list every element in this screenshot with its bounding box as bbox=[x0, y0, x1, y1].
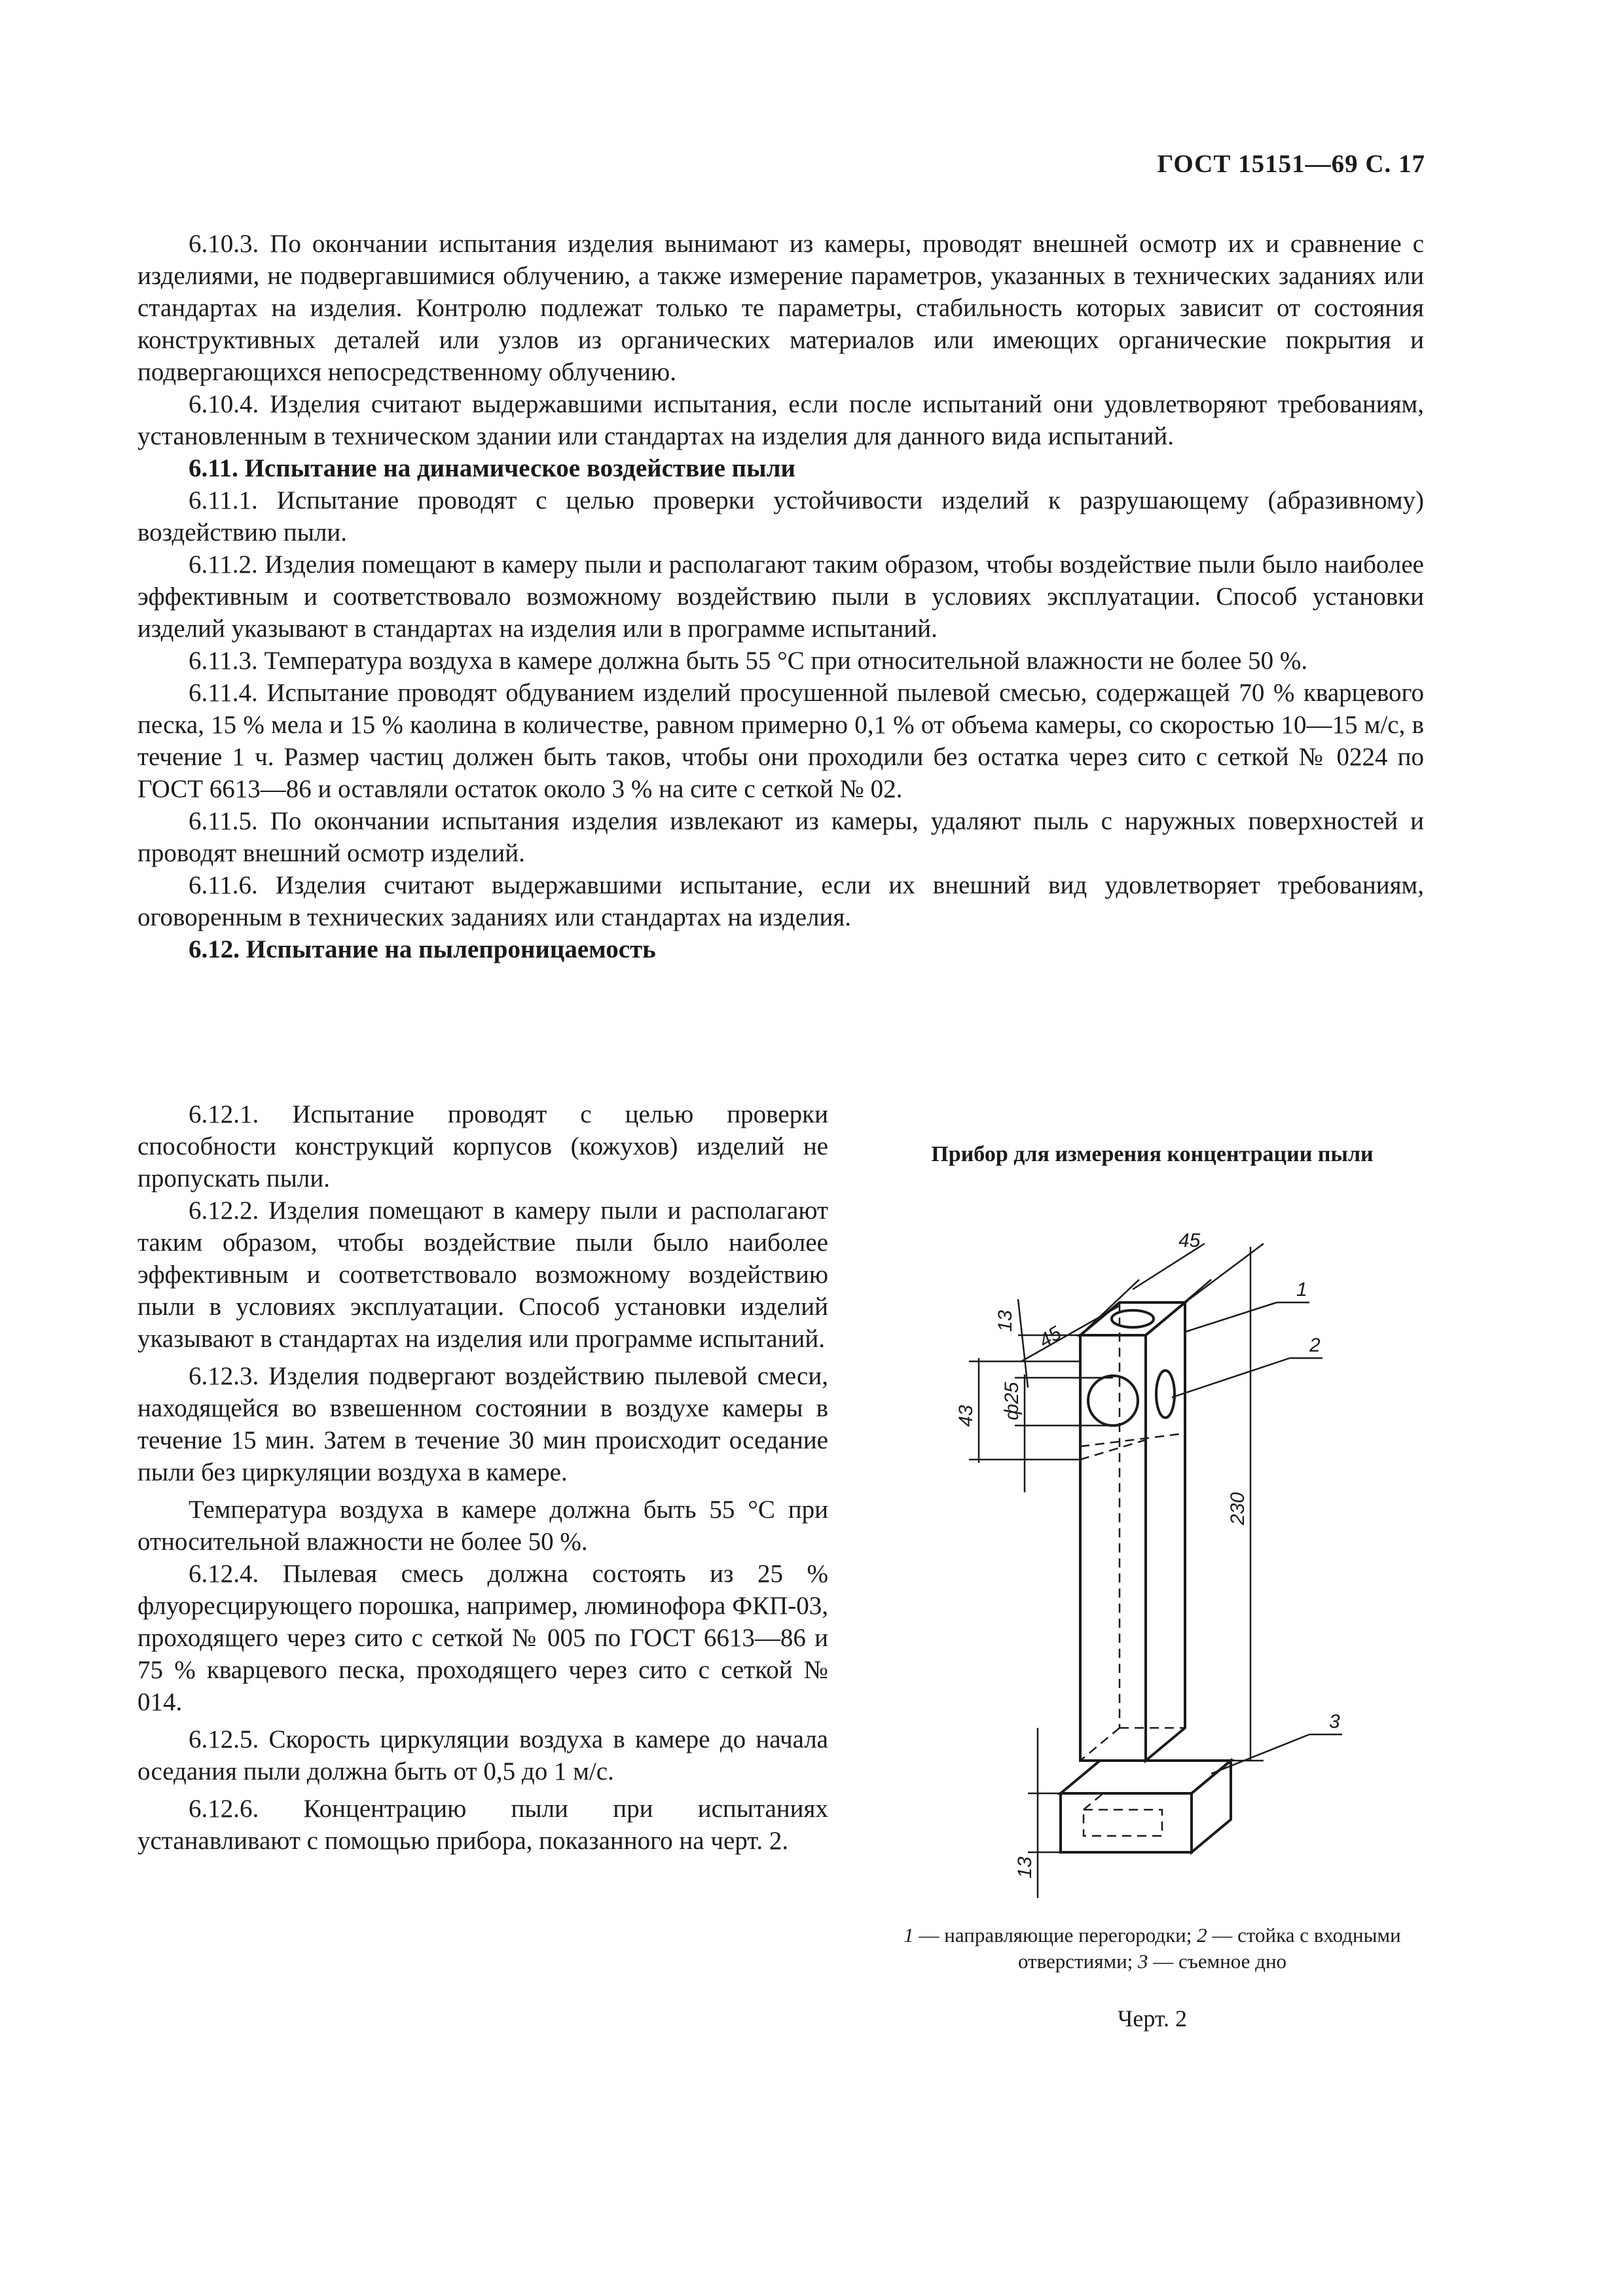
paragraph-6-11-3: 6.11.3. Температура воздуха в камере должна быть 55 °С при относительной влажности не более 50 %. bbox=[189, 647, 1308, 675]
dim-hole-zone: 43 bbox=[955, 1405, 977, 1427]
base-top-face bbox=[1061, 1761, 1231, 1793]
paragraph-6-11-4: 6.11.4. Испытание проводят обдуванием изделий просушенной пылевой смесью, содержащей 70 % кварцевого песка, 15 % мела и 15 % каолина в количестве, равном примерно 0,1 % от объема камеры, со скоростью 10—15 м/с, в течение 1 ч. Размер частиц должен быть таков, чтобы они проходили без остатка через сито с сеткой № 0224 по ГОСТ 6613—86 и оставляли остаток около 3 % на сите с сеткой № 02. bbox=[137, 679, 1424, 803]
figure-title: Прибор для измерения концентрации пыли bbox=[931, 1142, 1374, 1166]
caption-text-3: — съемное дно bbox=[1148, 1950, 1287, 1973]
paragraph-6-11-2: 6.11.2. Изделия помещают в камеру пыли и располагают таким образом, чтобы воздействие пыли было наиболее эффективным и соответствовало возможному воздействию пыли в условиях эксплуатации. Способ установки изделий указывают в стандартах на изделия или в программе испытаний. bbox=[137, 550, 1424, 643]
paragraph-temperature: Температура воздуха в камере должна быть 55 °С при относительной влажности не более 50 %. bbox=[137, 1496, 828, 1556]
front-hole bbox=[1088, 1376, 1138, 1426]
caption-text-2: — стойка с входными отверстиями; bbox=[1017, 1924, 1401, 1973]
paragraph-6-12-5: 6.12.5. Скорость циркуляции воздуха в камере до начала оседания пыли должна быть от 0,5 до 1 м/с. bbox=[137, 1725, 828, 1785]
paragraph-6-12-1: 6.12.1. Испытание проводят с целью проверки способности конструкций корпусов (кожухов) изделий не пропускать пыли. bbox=[137, 1100, 828, 1193]
dim-top-offset: 13 bbox=[994, 1310, 1016, 1332]
left-column-text bbox=[137, 1098, 828, 1857]
caption-number-3: 3 bbox=[1138, 1950, 1148, 1973]
paragraph-6-11-1: 6.11.1. Испытание проводят с целью проверки устойчивости изделий к разрушающему (абразивному) воздействию пыли. bbox=[137, 486, 1424, 547]
section-heading-6-12: 6.12. Испытание на пылепроницаемость bbox=[189, 935, 656, 963]
top-hole bbox=[1112, 1310, 1154, 1327]
caption-number-1: 1 bbox=[903, 1924, 914, 1946]
paragraph-6-10-4: 6.10.4. Изделия считают выдержавшими испытания, если после испытаний они удовлетворяют требованиям, установленным в техническом здании или стандартах на изделия для данного вида испытаний. bbox=[137, 390, 1424, 450]
paragraph-6-10-3: 6.10.3. По окончании испытания изделия вынимают из камеры, проводят внешней осмотр их и сравнение с изделиями, не подвергавшимися облучению, а также измерение параметров, указанных в технических заданиях или стандартах на изделия. Контролю подлежат только те параметры, стабильность которых зависит от состояния конструктивных деталей или узлов из органических материалов или имеющих органические покрытия и подвергающихся непосредственному облучению. bbox=[137, 230, 1424, 386]
callout-1: 1 bbox=[1296, 1279, 1307, 1300]
paragraph-6-12-3: 6.12.3. Изделия подвергают воздействию пылевой смеси, находящейся во взвешенном состоянии в воздухе камеры в течение 15 мин. Затем в течение 30 мин происходит оседание пыли без циркуляции воздуха в камере. bbox=[137, 1362, 828, 1486]
side-hole bbox=[1156, 1371, 1175, 1418]
paragraph-6-11-6: 6.11.6. Изделия считают выдержавшими испытание, если их внешний вид удовлетворяет требованиям, оговоренным в технических заданиях или стандартах на изделия. bbox=[137, 871, 1424, 931]
section-heading-6-11: 6.11. Испытание на динамическое воздействие пыли bbox=[189, 454, 795, 482]
paragraph-6-11-5: 6.11.5. По окончании испытания изделия извлекают из камеры, удаляют пыль с наружных поверхностей и проводят внешний осмотр изделий. bbox=[137, 807, 1424, 867]
paragraph-6-12-2: 6.12.2. Изделия помещают в камеру пыли и располагают таким образом, чтобы воздействие пыли было наиболее эффективным и соответствовало возможному воздействию пыли в условиях эксплуатации. Способ установки изделий указывают в стандартах на изделия или программе испытаний. bbox=[137, 1196, 828, 1353]
dust-meter-drawing bbox=[858, 1217, 1447, 1905]
base-side-face bbox=[1192, 1761, 1231, 1852]
caption-text-1: — направляющие перегородки; bbox=[913, 1924, 1197, 1946]
page-header: ГОСТ 15151—69 С. 17 bbox=[1157, 150, 1425, 178]
callout-2: 2 bbox=[1309, 1335, 1321, 1356]
caption-number-2: 2 bbox=[1197, 1924, 1207, 1946]
paragraph-6-12-6: 6.12.6. Концентрацию пыли при испытаниях устанавливают с помощью прибора, показанного на черт. 2. bbox=[137, 1795, 828, 1855]
column-front-face bbox=[1080, 1335, 1146, 1761]
dim-base-height: 13 bbox=[1014, 1856, 1036, 1878]
callout-3: 3 bbox=[1329, 1711, 1340, 1732]
dim-depth: 45 bbox=[1035, 1322, 1066, 1352]
dim-width-top: 45 bbox=[1178, 1230, 1201, 1251]
figure-caption bbox=[845, 1922, 1460, 1975]
dim-height: 230 bbox=[1227, 1492, 1249, 1525]
paragraph-6-12-4: 6.12.4. Пылевая смесь должна состоять из 25 % флуоресцирующего порошка, например, люминофора ФКП-03, проходящего через сито с сеткой № 005 по ГОСТ 6613—86 и 75 % кварцевого песка, проходящего через сито с сеткой № 014. bbox=[137, 1560, 828, 1716]
figure-number: Черт. 2 bbox=[1118, 2005, 1187, 2032]
base-front-face bbox=[1061, 1793, 1192, 1852]
main-text-block bbox=[137, 228, 1424, 965]
dim-hole-diameter: ф25 bbox=[1001, 1382, 1023, 1420]
